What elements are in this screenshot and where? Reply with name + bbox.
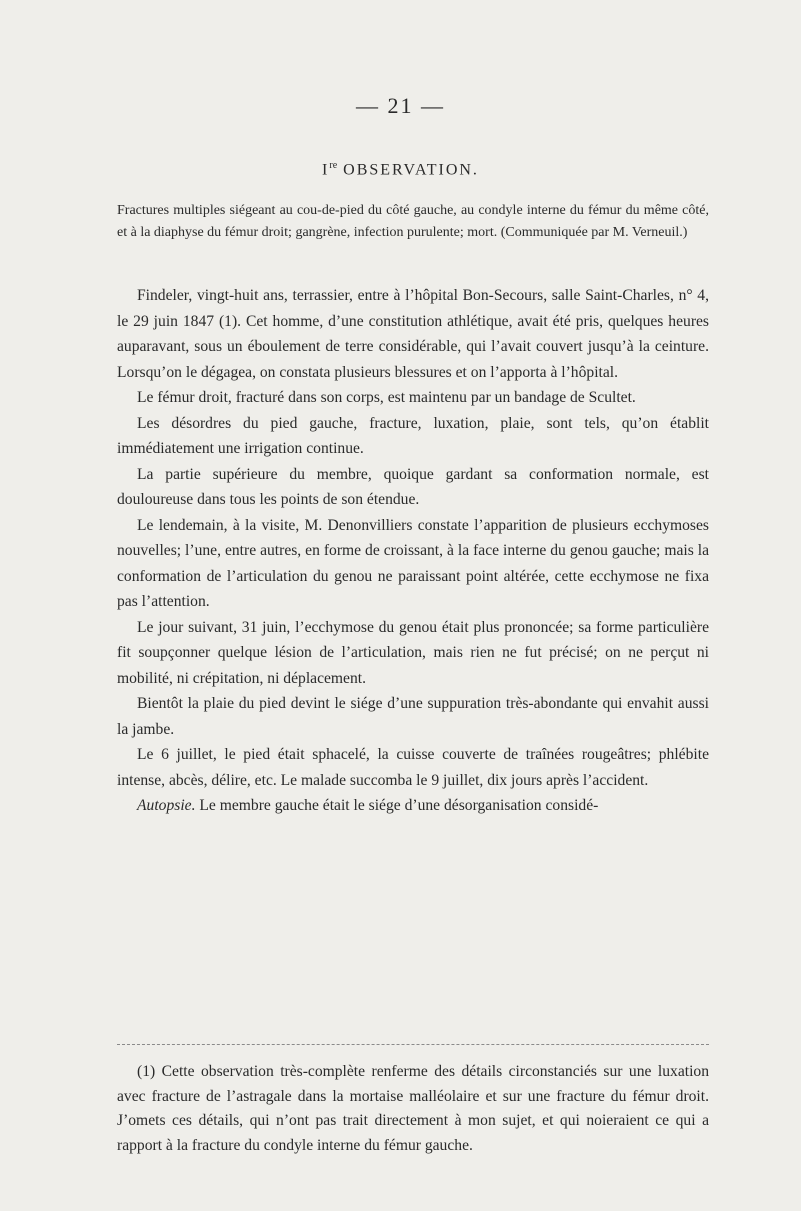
paragraph: Le fémur droit, fracturé dans son corps, est maintenu par un bandage de Scultet.: [137, 389, 636, 406]
title-prefix: I: [322, 161, 330, 179]
autopsy-paragraph: [117, 793, 709, 819]
paragraph: Les désordres du pied gauche, fracture, luxation, plaie, sont tels, qu’on établit immédiatement une irrigation continue.: [117, 414, 709, 457]
paragraph: Findeler, vingt-huit ans, terrassier, entre à l’hôpital Bon-Secours, salle Saint-Charles, n° 4, le 29 juin 1847 (1). Cet homme, d’une constitution athlétique, avait été pris, quelques heures auparavant, sous un éboulement de terre considérable, qui l’avait couvert jusqu’à la ceinture. Lorsqu’on le dégagea, on constata plusieurs blessures et on l’apporta à l’hôpital.: [117, 287, 709, 381]
observation-title: [0, 160, 801, 179]
footnote-divider: [117, 1044, 709, 1045]
paragraph: Le lendemain, à la visite, M. Denonvilliers constate l’apparition de plusieurs ecchymoses nouvelles; l’une, entre autres, en forme de croissant, à la face interne du genou gauche; mais la conformation de l’articulation du genou ne paraissant point altérée, cette ecchymose ne fixa pas l’attention.: [117, 516, 709, 610]
page-number: — 21 —: [356, 93, 445, 118]
footnote: [117, 1060, 709, 1158]
footnote-text: (1) Cette observation très-complète renferme des détails circonstanciés sur une luxation avec fracture de l’astragale dans la mortaise malléolaire et sur une fracture du fémur droit. J’omets ces détails, qui n’ont pas trait directement à mon sujet, et qui noieraient ce qui a rapport à la fracture du condyle interne du fémur gauche.: [117, 1063, 709, 1154]
autopsy-text: Le membre gauche était le siége d’une désorganisation considé-: [195, 797, 599, 814]
autopsy-label: Autopsie.: [137, 797, 196, 814]
paragraph: Le jour suivant, 31 juin, l’ecchymose du genou était plus prononcée; sa forme particulière fit soupçonner quelque lésion de l’articulation, mais rien ne fut précisé; on ne perçut ni mobilité, ni crépitation, ni déplacement.: [117, 618, 709, 687]
title-main: OBSERVATION.: [337, 161, 479, 179]
paragraph: La partie supérieure du membre, quoique gardant sa conformation normale, est douloureuse dans tous les points de son étendue.: [117, 465, 709, 508]
case-summary: Fractures multiples siégeant au cou-de-pied du côté gauche, au condyle interne du fémur du même côté, et à la diaphyse du fémur droit; gangrène, infection purulente; mort. (Communiquée par M. Verneuil.): [117, 203, 709, 240]
paragraph: Le 6 juillet, le pied était sphacelé, la cuisse couverte de traînées rougeâtres; phlébite intense, abcès, délire, etc. Le malade succomba le 9 juillet, dix jours après l’accident.: [117, 746, 709, 789]
body-text: [117, 283, 709, 819]
title-superscript: re: [329, 160, 338, 171]
paragraph: Bientôt la plaie du pied devint le siége d’une suppuration très-abondante qui envahit aussi la jambe.: [117, 695, 709, 738]
